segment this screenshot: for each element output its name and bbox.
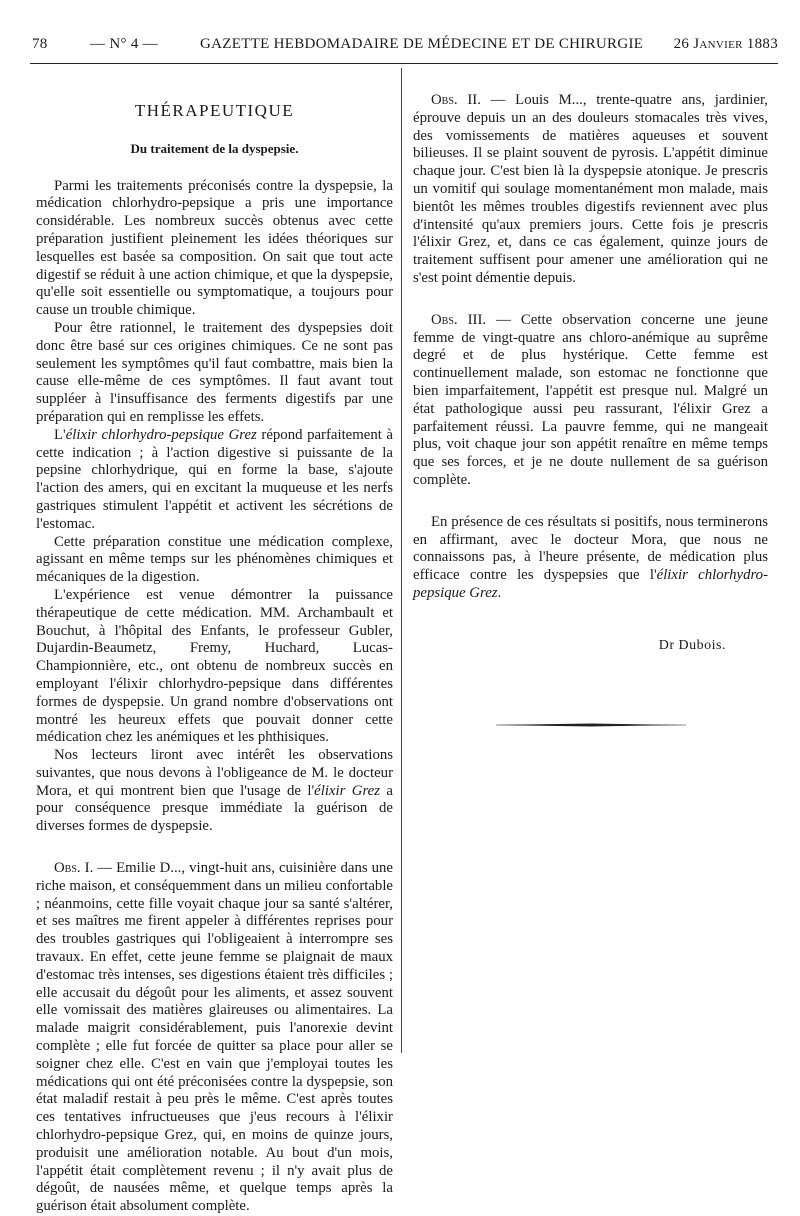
conclusion: En présence de ces résultats si positifs, nous terminerons en affirmant, avec le docteur Mora, que nous ne connaissons pas, à l'heure présente, de médication plus efficace contre les dyspepsies que l'élixir chlorhydro-pepsique Grez. <box>413 513 769 601</box>
header-rule <box>30 63 778 64</box>
elixir-grez-italic: élixir Grez <box>314 782 381 799</box>
elixir-name-italic: élixir chlorhydro-pepsique Grez <box>65 426 257 443</box>
observation-3: Obs. III. — Cette observation concerne une jeune femme de vingt-quatre ans chloro-anémique au suprême degré et de plus hystérique. Cette femme est continuellement malade, son estomac ne fonctionne que bien imparfaitement, l'appétit est presque nul. Malgré un état pathologique aussi peu rassurant, l'élixir Grez a parfaitement réussi. La pauvre femme, qui ne mangeait plus, voit chaque jour son appétit renaître en même temps que ses forces, et je ne doute nullement de sa guérison complète. <box>413 311 768 488</box>
paragraph-1: Parmi les traitements préconisés contre la dyspepsie, la médication chlorhydro-pepsique a pris une importance considérable. Les nombreux succès obtenus avec cette préparation justifient pleinement les idées théoriques sur lesquelles est basée sa composition. On sait que tout acte digestif se réduit à une action chimique, et que la dyspepsie, qu'elle soit essentielle ou symptomatique, a toujours pour cause un trouble chimique. <box>36 177 393 319</box>
column-divider <box>401 68 402 1053</box>
issue-date: 26 Janvier 1883 <box>673 36 778 52</box>
issue-number: — N° 4 — <box>90 36 158 52</box>
right-column <box>413 68 768 731</box>
paragraph-2: Pour être rationnel, le traitement des dyspepsies doit donc être basé sur ces origines chimiques. Ce ne sont pas seulement les symptômes qu'il faut combattre, mais bien la cause elle-même de ces symptômes. Il faut avant tout suppléer à l'insuffisance des ferments digestifs par une préparation qui en remplisse les effets. <box>36 319 393 425</box>
journal-title: GAZETTE HEBDOMADAIRE DE MÉDECINE ET DE CHIRURGIE <box>200 36 644 52</box>
observation-1-label: Obs. I. <box>54 860 94 877</box>
paragraph-5: L'expérience est venue démontrer la puissance thérapeutique de cette médication. MM. Archambault et Bouchut, à l'hôpital des Enfants, le professeur Gubler, Dujardin-Beaumetz, Fremy, Huchard, Lucas-Championnière, etc., ont obtenu de nombreux succès en employant l'élixir chlorhydro-pepsique dans différentes formes de dyspepsie. Un grand nombre d'observations ont montré les heureux effets que pouvait donner cette médication chez les anémiques et les phthisiques. <box>36 586 393 746</box>
paragraph-4: Cette préparation constitue une médication complexe, agissant en même temps sur les phénomènes chimiques et mécaniques de la digestion. <box>36 533 393 586</box>
paragraph-3: L'élixir chlorhydro-pepsique Grez répond parfaitement à cette indication ; à l'action digestive si puissante de la pepsine chlorhydrique, qui en forme la base, s'ajoute l'action des amers, qui en excitant la muqueuse et les nerfs gastriques stimulent l'appétit et activent les sécrétions de l'estomac. <box>36 426 393 532</box>
signature: Dr Dubois. <box>658 637 726 653</box>
paragraph-6: Nos lecteurs liront avec intérêt les observations suivantes, que nous devons à l'obligeance de M. le docteur Mora, et qui montrent bien que l'usage de l'élixir Grez a pour conséquence presque immédiate la guérison de diverses formes de dyspepsie. <box>36 747 393 835</box>
conclusion-elixir-italic: élixir chlorhydro-pepsique Grez <box>413 567 769 601</box>
observation-2: Obs. II. — Louis M..., trente-quatre ans, jardinier, éprouve depuis un an des douleurs stomacales très vives, des vomissements de matières aqueuses et souvent bilieuses. Il se plaint souvent de pyrosis. L'appétit diminue chaque jour. C'est bien là la dyspepsie atonique. Je prescris un vomitif qui soulage momentanément mon malade, mais bientôt les mêmes troubles digestifs reviennent avec plus d'intensité qu'aux premiers jours. Cette fois je prescris l'élixir Grez, et, dans ce cas également, quinze jours de traitement suffisent pour amener une amélioration qui ne s'est point démentie depuis. <box>413 92 768 286</box>
page-header <box>30 36 778 58</box>
ornament-icon <box>496 719 686 731</box>
observation-1: Obs. I. — Emilie D..., vingt-huit ans, cuisinière dans une riche maison, et conséquemment dans un milieu confortable ; néanmoins, cette fille voyait chaque jour sa santé s'altérer, et ses maîtres me firent appeler à différentes reprises pour des troubles gastriques qui l'obligeaient à interrompre ses travaux. En effet, cette jeune femme se plaignait de maux d'estomac très intenses, ses digestions étaient très difficiles ; elle accusait du dégoût pour les aliments, et assez souvent elle vomissait des matières glaireuses ou alimentaires. La malade maigrit considérablement, puis l'anorexie devint complète ; elle fut forcée de quitter sa place pour aller se soigner chez elle. C'est en vain que j'employai toutes les médications qui ont été préconisées contre la dyspepsie, son état maladif restait à peu près le même. C'est après toutes ces tentatives infructueuses que j'eus recours à l'élixir chlorhydro-pepsique Grez, qui, en moins de quinze jours, produisit une amélioration notable. Au bout d'un mois, l'appétit était complètement revenu ; il n'y avait plus de dégoût, de nausées même, et quelque temps après la guérison était absolument complète. <box>36 860 393 1215</box>
page-number: 78 <box>32 36 48 52</box>
left-column <box>36 68 393 1216</box>
observation-3-label: Obs. III. <box>431 311 487 328</box>
observation-2-label: Obs. II. <box>431 92 481 108</box>
section-title: THÉRAPEUTIQUE <box>134 101 295 120</box>
article-title: Du traitement de la dyspepsie. <box>130 140 299 156</box>
ornamental-rule <box>496 719 686 731</box>
